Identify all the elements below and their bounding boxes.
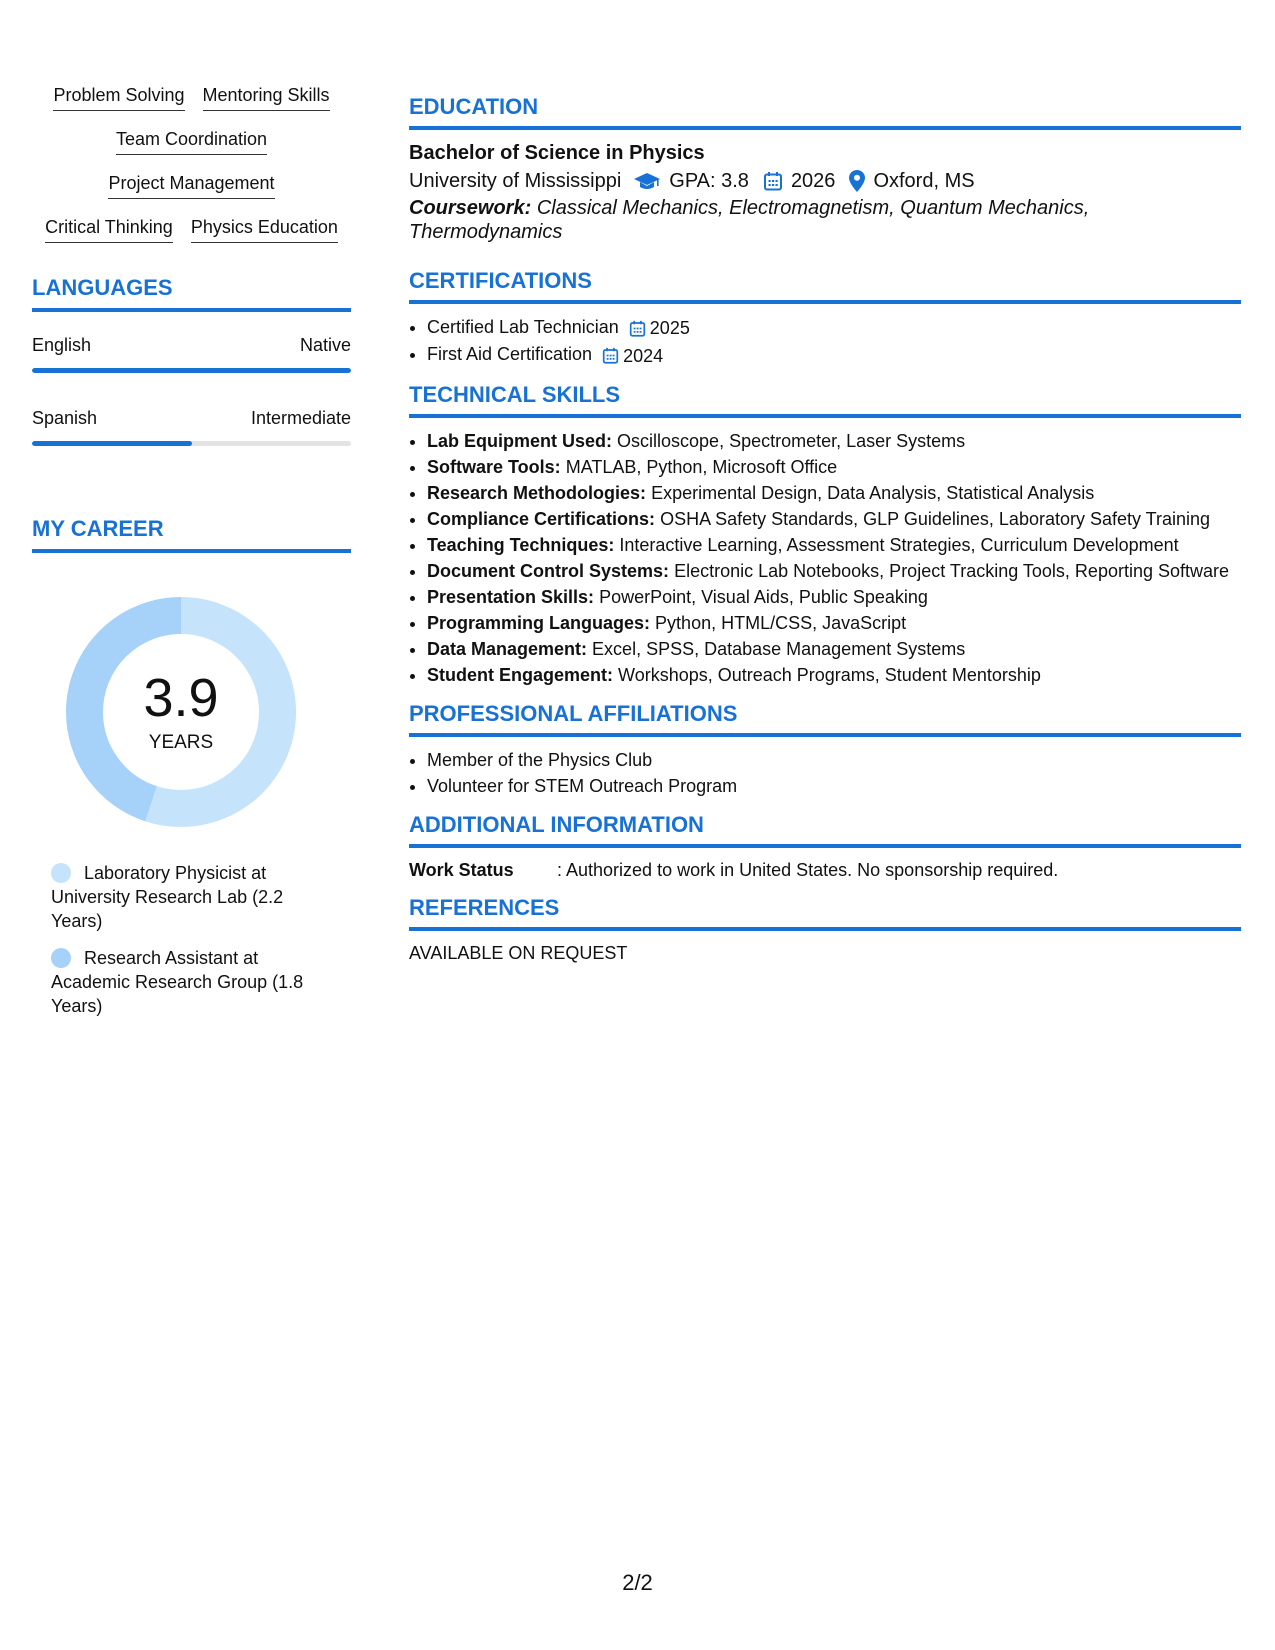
technical-skill-item — [427, 532, 1241, 558]
technical-skill-item — [427, 506, 1241, 532]
legend-dot — [51, 863, 71, 883]
affiliation-item: • Volunteer for STEM Outreach Program — [427, 773, 1241, 799]
certification-date — [602, 343, 663, 369]
coursework-label: Coursework: — [409, 197, 532, 219]
education-details — [409, 166, 1241, 196]
certification-date — [629, 315, 690, 341]
technical-skill-label: Teaching Techniques: — [427, 534, 615, 555]
certifications-list — [409, 314, 1241, 369]
affiliations-heading: PROFESSIONAL AFFILIATIONS — [409, 700, 738, 726]
technical-skills-section — [409, 382, 1241, 688]
school-location: Oxford, MS — [873, 170, 975, 192]
work-status-value: : Authorized to work in United States. No sponsorship required. — [557, 859, 1059, 880]
language-level-bar — [32, 368, 351, 373]
career-legend-label: Research Assistant at Academic Research Group (1.8 Years) — [51, 948, 304, 1016]
location-pin-icon — [849, 170, 865, 192]
work-status-row — [409, 858, 1241, 882]
graduation-year: 2026 — [790, 170, 836, 192]
technical-skill-value: PowerPoint, Visual Aids, Public Speaking — [599, 586, 928, 607]
language-item — [32, 407, 351, 446]
graduation-cap-icon — [633, 171, 661, 191]
section-rule — [32, 308, 351, 312]
language-level-fill — [32, 441, 192, 446]
certifications-heading: CERTIFICATIONS — [409, 268, 592, 293]
career-section — [32, 516, 351, 1018]
additional-info-section — [409, 812, 1241, 882]
certification-name: First Aid Certification — [427, 344, 593, 365]
technical-skill-item — [427, 636, 1241, 662]
skill-tag-row — [32, 128, 351, 155]
calendar-icon — [763, 171, 783, 191]
skill-tag: Problem Solving — [53, 84, 184, 111]
technical-skill-item — [427, 584, 1241, 610]
technical-skill-value: Electronic Lab Notebooks, Project Tracking Tools, Reporting Software — [674, 560, 1230, 581]
technical-skill-value: Interactive Learning, Assessment Strategies, Curriculum Development — [619, 534, 1179, 555]
references-text: AVAILABLE ON REQUEST — [409, 942, 628, 963]
technical-skill-label: Lab Equipment Used: — [427, 430, 613, 451]
technical-skill-value: Python, HTML/CSS, JavaScript — [655, 612, 907, 633]
section-rule — [409, 733, 1241, 737]
career-donut — [66, 597, 296, 827]
technical-skill-value: Experimental Design, Data Analysis, Statistical Analysis — [651, 482, 1095, 503]
school-name: University of Mississippi — [409, 170, 622, 192]
certifications-section — [409, 268, 1241, 369]
technical-skills-list — [409, 428, 1241, 688]
affiliation-item: • Member of the Physics Club — [427, 747, 1241, 773]
technical-skill-value: Excel, SPSS, Database Management Systems — [592, 638, 966, 659]
career-heading: MY CAREER — [32, 516, 164, 541]
technical-skill-label: Compliance Certifications: — [427, 508, 656, 529]
career-total-value: 3.9 — [143, 668, 219, 728]
skill-tag: Mentoring Skills — [203, 84, 330, 111]
right-column — [409, 94, 1241, 978]
section-rule — [409, 927, 1241, 931]
coursework — [409, 196, 1241, 244]
education-heading: EDUCATION — [409, 94, 539, 119]
technical-skill-label: Software Tools: — [427, 456, 561, 477]
work-status-label: Work Status — [409, 859, 514, 880]
technical-skill-label: Programming Languages: — [427, 612, 651, 633]
certification-item — [427, 341, 1241, 368]
skill-tag: Project Management — [108, 172, 274, 199]
section-rule — [409, 844, 1241, 848]
language-row — [32, 407, 351, 429]
technical-skill-item — [427, 662, 1241, 688]
career-legend-item — [51, 861, 321, 933]
certification-name: Certified Lab Technician — [427, 317, 619, 337]
legend-dot — [51, 948, 71, 968]
references-section — [409, 895, 1241, 965]
career-legend — [51, 861, 321, 1018]
certification-year: 2024 — [623, 345, 664, 366]
page-number: 2/2 — [622, 1570, 653, 1595]
additional-info-heading: ADDITIONAL INFORMATION — [409, 811, 704, 837]
technical-skill-label: Research Methodologies: — [427, 482, 647, 503]
technical-skill-value: Oscilloscope, Spectrometer, Laser Systems — [617, 430, 966, 451]
section-rule — [409, 126, 1241, 130]
language-row — [32, 334, 351, 356]
section-rule — [32, 549, 351, 553]
skill-tag: Physics Education — [191, 216, 338, 243]
degree-title: Bachelor of Science in Physics — [409, 142, 705, 164]
left-column — [32, 84, 351, 1031]
skill-tag: Team Coordination — [116, 128, 267, 155]
technical-skill-label: Presentation Skills: — [427, 586, 595, 607]
technical-skill-label: Student Engagement: — [427, 664, 614, 685]
technical-skill-value: OSHA Safety Standards, GLP Guidelines, Laboratory Safety Training — [660, 508, 1211, 529]
languages-heading: LANGUAGES — [32, 275, 173, 300]
affiliations-section — [409, 701, 1241, 799]
languages-list — [32, 334, 351, 446]
technical-skill-label: Document Control Systems: — [427, 560, 670, 581]
certification-item — [427, 314, 1241, 341]
language-level: Intermediate — [250, 408, 351, 428]
section-rule — [409, 414, 1241, 418]
skill-tag: Critical Thinking — [45, 216, 173, 243]
references-heading: REFERENCES — [409, 894, 560, 920]
languages-section — [32, 275, 351, 446]
technical-skill-item — [427, 558, 1241, 584]
technical-skill-item — [427, 610, 1241, 636]
section-rule — [409, 300, 1241, 304]
technical-skills-heading: TECHNICAL SKILLS — [409, 381, 621, 407]
career-total-unit: YEARS — [148, 732, 214, 753]
calendar-icon — [602, 347, 619, 364]
language-level-fill — [32, 368, 351, 373]
career-legend-item — [51, 946, 321, 1018]
technical-skill-value: MATLAB, Python, Microsoft Office — [565, 456, 838, 477]
donut-center — [66, 597, 296, 827]
gpa-value: GPA: 3.8 — [669, 170, 749, 192]
language-name: English — [32, 335, 92, 355]
language-item — [32, 334, 351, 373]
language-level: Native — [299, 335, 351, 355]
technical-skill-value: Workshops, Outreach Programs, Student Mentorship — [618, 664, 1041, 685]
language-name: Spanish — [32, 408, 98, 428]
skill-tag-row — [32, 216, 351, 243]
skill-tag-row — [32, 84, 351, 111]
technical-skill-label: Data Management: — [427, 638, 588, 659]
certification-year: 2025 — [649, 318, 690, 339]
technical-skill-item — [427, 480, 1241, 506]
coursework-list: Classical Mechanics, Electromagnetism, Quantum Mechanics, Thermodynamics — [409, 197, 1090, 243]
skill-tag-row — [32, 172, 351, 199]
language-level-bar — [32, 441, 351, 446]
calendar-icon — [629, 320, 646, 337]
skills-tags — [32, 84, 351, 243]
technical-skill-item — [427, 428, 1241, 454]
education-section — [409, 94, 1241, 244]
affiliations-list — [409, 747, 1241, 799]
career-legend-label: Laboratory Physicist at University Research Lab (2.2 Years) — [51, 863, 284, 931]
technical-skill-item — [427, 454, 1241, 480]
